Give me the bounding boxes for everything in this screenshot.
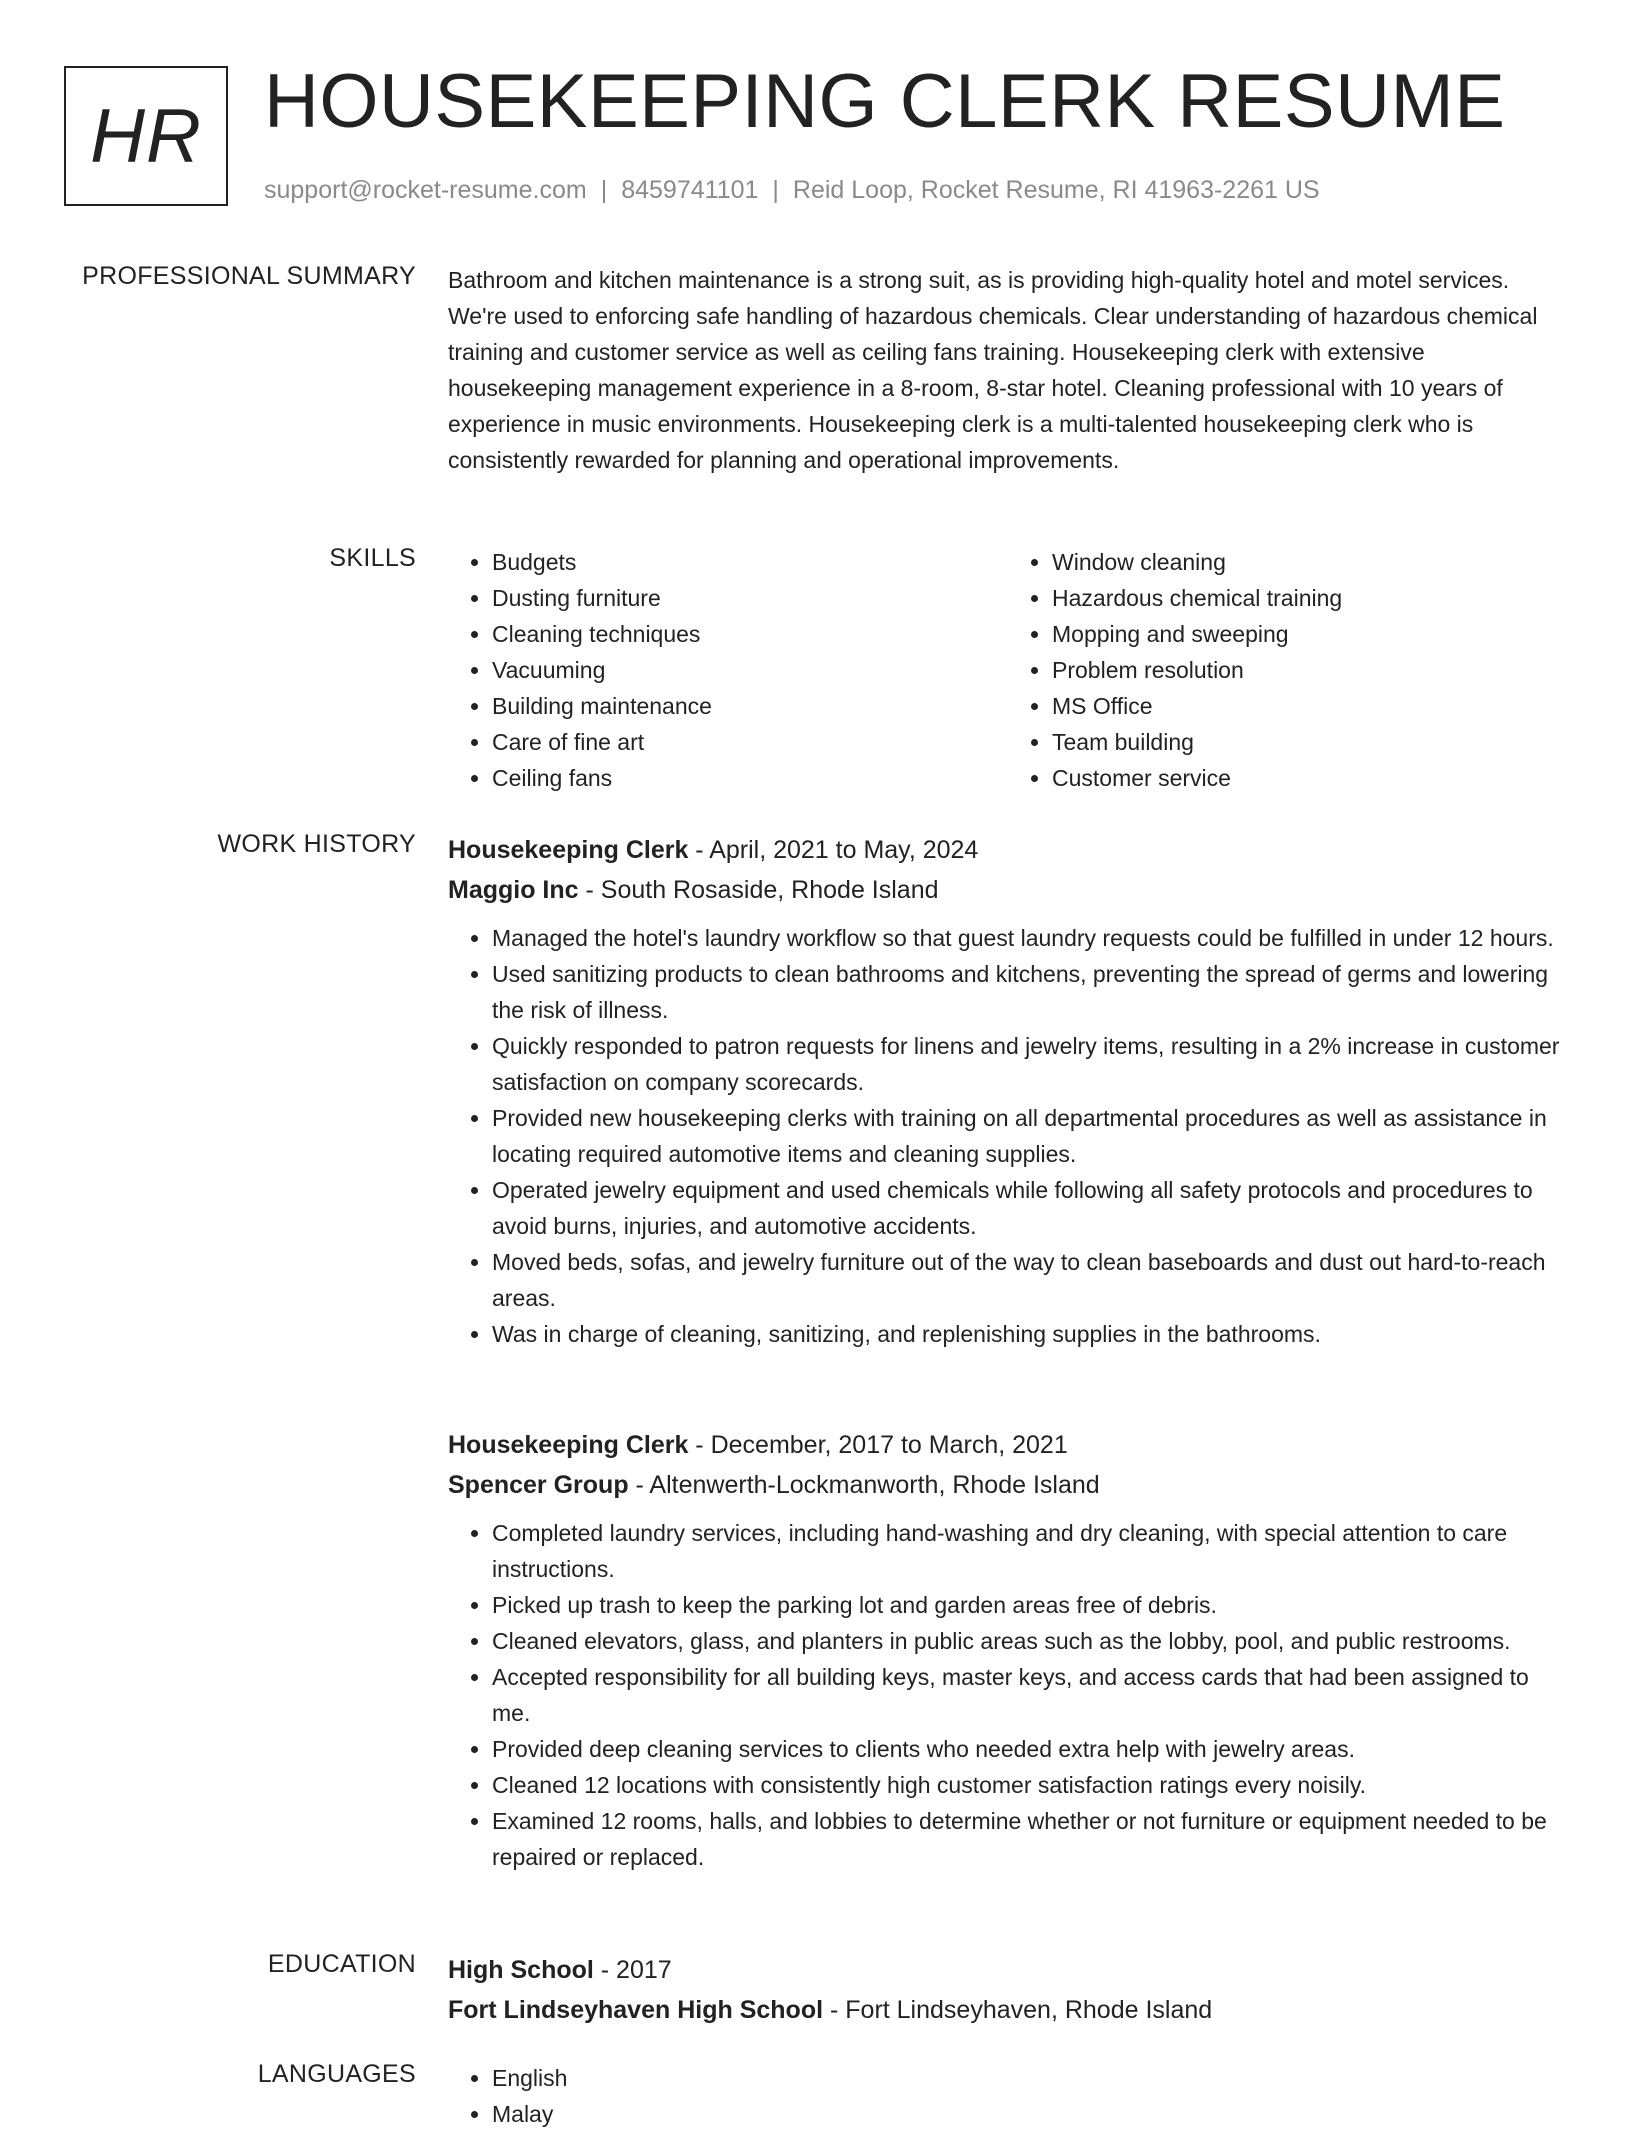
education-degree: High School	[448, 1956, 594, 1984]
job-bullet: • Picked up trash to keep the parking lot and garden areas free of debris.	[492, 1587, 1568, 1623]
skill-item: • Problem resolution	[1052, 652, 1568, 688]
job-bullet: • Provided new housekeeping clerks with training on all departmental procedures as well as assistance in locating required automotive items and cleaning supplies.	[492, 1100, 1568, 1172]
contact-email[interactable]: support@rocket-resume.com	[264, 176, 587, 204]
job-bullet: • Accepted responsibility for all building keys, master keys, and access cards that had been assigned to me.	[492, 1659, 1568, 1731]
skill-item: • Team building	[1052, 724, 1568, 760]
job-bullet: • Cleaned 12 locations with consistently high customer satisfaction ratings every noisily.	[492, 1767, 1568, 1803]
job-title-line	[448, 1425, 1568, 1465]
job-bullet: • Cleaned elevators, glass, and planters in public areas such as the lobby, pool, and public restrooms.	[492, 1623, 1568, 1659]
job-company: Spencer Group	[448, 1471, 629, 1499]
skill-item: • Cleaning techniques	[492, 616, 1008, 652]
job-dates: - December, 2017 to March, 2021	[688, 1431, 1068, 1459]
job-bullet: • Managed the hotel's laundry workflow so that guest laundry requests could be fulfilled in under 12 hours.	[492, 920, 1568, 956]
skill-item: • Budgets	[492, 544, 1008, 580]
job-bullet: • Quickly responded to patron requests for linens and jewelry items, resulting in a 2% increase in customer satisfaction on company scorecards.	[492, 1028, 1568, 1100]
job-entry	[448, 1425, 1568, 1875]
skill-item: • Dusting furniture	[492, 580, 1008, 616]
section-label-languages: LANGUAGES	[257, 2060, 416, 2088]
skill-item: • Vacuuming	[492, 652, 1008, 688]
summary-text: Bathroom and kitchen maintenance is a strong suit, as is providing high-quality hotel and motel services. We're used to enforcing safe handling of hazardous chemicals. Clear understanding of hazardous chemical training and customer service as well as ceiling fans training. Housekeeping clerk with extensive housekeeping management experience in a 8-room, 8-star hotel. Cleaning professional with 10 years of experience in music environments. Housekeeping clerk is a multi-talented housekeeping clerk who is consistently rewarded for planning and operational improvements.	[448, 267, 1538, 473]
job-company-line	[448, 1465, 1568, 1505]
skill-item: • Ceiling fans	[492, 760, 1008, 796]
section-label-work: WORK HISTORY	[217, 830, 416, 858]
job-entry	[448, 830, 1568, 1352]
language-item: • English	[492, 2060, 1568, 2096]
languages-content	[448, 2060, 1568, 2132]
job-bullet: • Moved beds, sofas, and jewelry furniture out of the way to clean baseboards and dust out hard-to-reach areas.	[492, 1244, 1568, 1316]
job-bullet: • Completed laundry services, including hand-washing and dry cleaning, with special attention to care instructions.	[492, 1515, 1568, 1587]
section-label-skills: SKILLS	[329, 544, 416, 572]
job-title-line	[448, 830, 1568, 870]
contact-separator: |	[772, 176, 779, 204]
contact-phone[interactable]: 8459741101	[621, 176, 759, 204]
section-label-education: EDUCATION	[267, 1950, 416, 1978]
contact-line	[264, 176, 1320, 205]
education-school: Fort Lindseyhaven High School	[448, 1996, 824, 2024]
job-bullets	[448, 1515, 1568, 1875]
job-bullet: • Used sanitizing products to clean bathrooms and kitchens, preventing the spread of germs and lowering the risk of illness.	[492, 956, 1568, 1028]
job-bullet: • Operated jewelry equipment and used chemicals while following all safety protocols and procedures to avoid burns, injuries, and automotive accidents.	[492, 1172, 1568, 1244]
job-title: Housekeeping Clerk	[448, 1431, 689, 1459]
job-company: Maggio Inc	[448, 876, 579, 904]
education-degree-line	[448, 1950, 1568, 1990]
job-bullet: • Examined 12 rooms, halls, and lobbies to determine whether or not furniture or equipment needed to be repaired or replaced.	[492, 1803, 1568, 1875]
job-bullet: • Was in charge of cleaning, sanitizing, and replenishing supplies in the bathrooms.	[492, 1316, 1568, 1352]
job-title: Housekeeping Clerk	[448, 836, 689, 864]
languages-list	[448, 2060, 1568, 2132]
resume-title: HOUSEKEEPING CLERK RESUME	[264, 59, 1506, 144]
education-school-line	[448, 1990, 1568, 2030]
education-entry	[448, 1950, 1568, 2030]
contact-separator: |	[600, 176, 608, 204]
education-location: - Fort Lindseyhaven, Rhode Island	[823, 1996, 1213, 2024]
job-company-line	[448, 870, 1568, 910]
job-location: - South Rosaside, Rhode Island	[578, 876, 939, 904]
skill-item: • Hazardous chemical training	[1052, 580, 1568, 616]
contact-address: Reid Loop, Rocket Resume, RI 41963-2261 US	[792, 176, 1320, 204]
language-item: • Malay	[492, 2096, 1568, 2132]
skill-item: • Window cleaning	[1052, 544, 1568, 580]
skill-item: • Mopping and sweeping	[1052, 616, 1568, 652]
skills-list-right	[1008, 544, 1568, 796]
monogram-initials: HR	[90, 93, 202, 179]
job-dates: - April, 2021 to May, 2024	[688, 836, 979, 864]
monogram-box	[64, 66, 228, 206]
skill-item: • Customer service	[1052, 760, 1568, 796]
skills-columns	[448, 544, 1568, 796]
job-bullets	[448, 920, 1568, 1352]
education-year: - 2017	[593, 1956, 672, 1984]
job-location: - Altenwerth-Lockmanworth, Rhode Island	[628, 1471, 1100, 1499]
section-label-summary: PROFESSIONAL SUMMARY	[82, 262, 416, 290]
skill-item: • MS Office	[1052, 688, 1568, 724]
skills-list-left	[448, 544, 1008, 796]
job-bullet: • Provided deep cleaning services to clients who needed extra help with jewelry areas.	[492, 1731, 1568, 1767]
skill-item: • Building maintenance	[492, 688, 1008, 724]
skill-item: • Care of fine art	[492, 724, 1008, 760]
